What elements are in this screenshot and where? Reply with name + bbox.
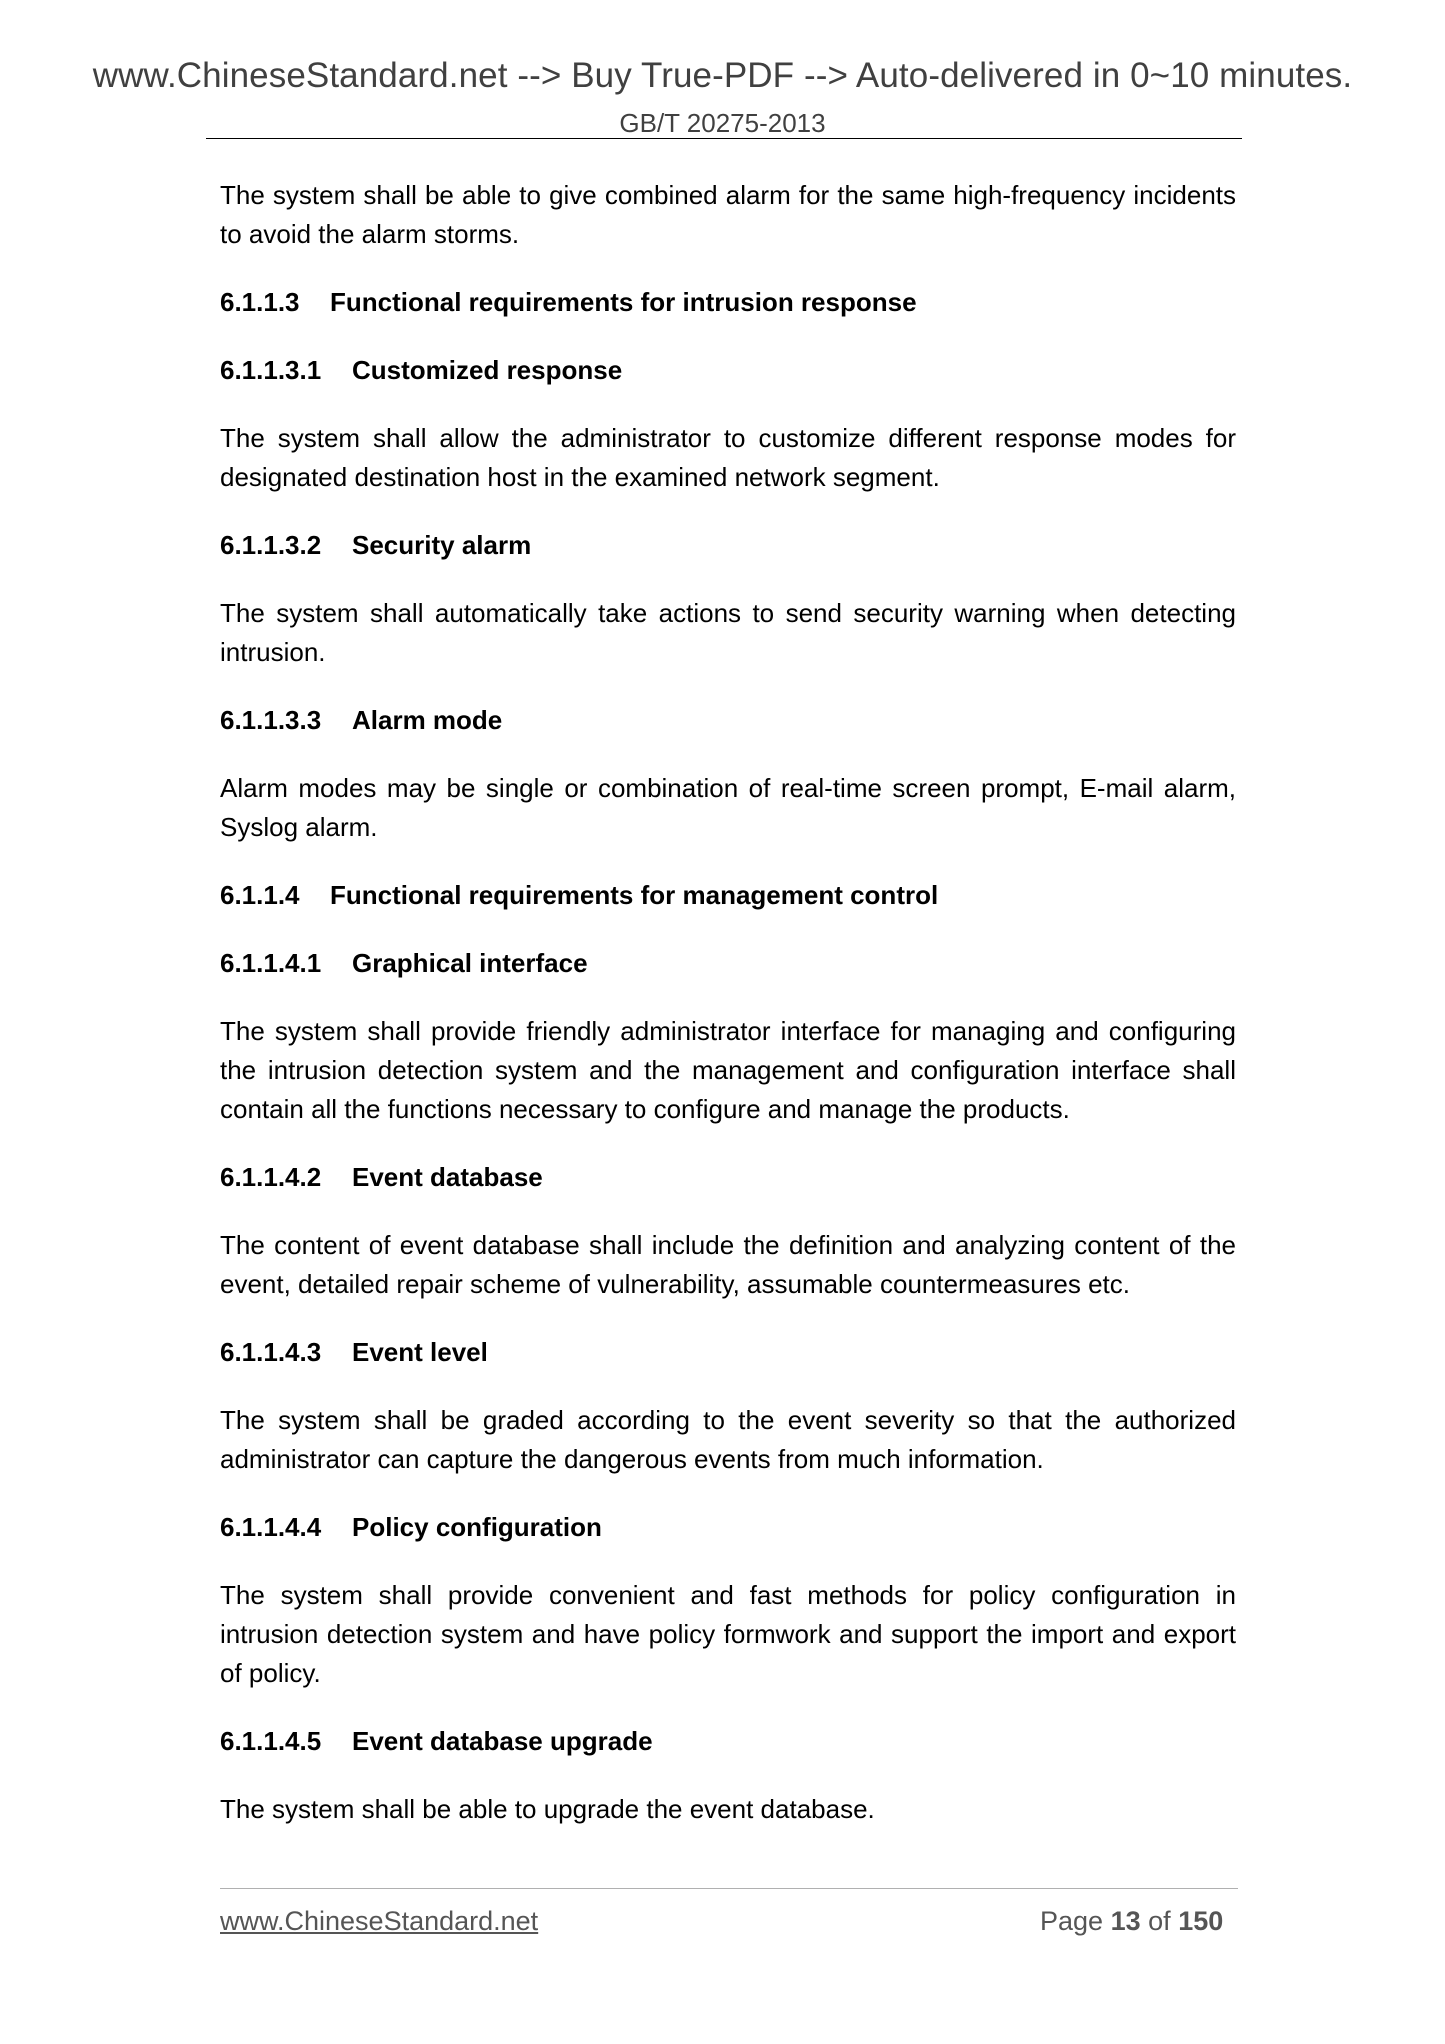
section-heading — [220, 944, 1236, 983]
header-divider — [206, 138, 1242, 139]
section-title: Event database — [352, 1162, 543, 1192]
section-number: 6.1.1.4 — [220, 880, 300, 910]
paragraph: The system shall provide convenient and fast methods for policy configuration in intrusion detection system and have policy formwork and support the import and export of policy. — [220, 1580, 1236, 1688]
paragraph: The system shall be able to upgrade the event database. — [220, 1794, 875, 1824]
section-heading — [220, 1508, 1236, 1547]
section-number: 6.1.1.4.3 — [220, 1337, 322, 1367]
section-heading — [220, 701, 1236, 740]
section-number: 6.1.1.3.1 — [220, 355, 322, 385]
document-id: GB/T 20275-2013 — [619, 108, 826, 138]
section-title: Event database upgrade — [352, 1726, 653, 1756]
paragraph: The system shall provide friendly administrator interface for managing and configuring the intrusion detection system and the management and configuration interface shall contain all the functions necessary to configure and manage the products. — [220, 1016, 1236, 1124]
header-banner: www.ChineseStandard.net --> Buy True-PDF --> Auto-delivered in 0~10 minutes. — [92, 56, 1353, 95]
section-number: 6.1.1.3 — [220, 287, 300, 317]
section-title: Functional requirements for intrusion response — [330, 287, 917, 317]
section-title: Graphical interface — [352, 948, 588, 978]
section-heading — [220, 1158, 1236, 1197]
section-heading — [220, 526, 1236, 565]
document-body — [220, 176, 1236, 1858]
total-page-count: 150 — [1178, 1906, 1224, 1936]
section-title: Security alarm — [352, 530, 532, 560]
section-title: Policy configuration — [352, 1512, 602, 1542]
footer-website-link[interactable]: www.ChineseStandard.net — [220, 1906, 539, 1936]
section-title: Customized response — [352, 355, 623, 385]
paragraph: The content of event database shall include the definition and analyzing content of the event, detailed repair scheme of vulnerability, assumable countermeasures etc. — [220, 1230, 1236, 1299]
section-heading — [220, 351, 1236, 390]
of-word: of — [1148, 1906, 1171, 1936]
section-number: 6.1.1.4.2 — [220, 1162, 322, 1192]
current-page-number: 13 — [1110, 1906, 1141, 1936]
section-number: 6.1.1.4.1 — [220, 948, 322, 978]
paragraph: The system shall be graded according to the event severity so that the authorized administrator can capture the dangerous events from much information. — [220, 1405, 1236, 1474]
section-number: 6.1.1.4.5 — [220, 1726, 322, 1756]
section-title: Functional requirements for management control — [330, 880, 939, 910]
section-heading — [220, 1722, 1236, 1761]
section-title: Event level — [352, 1337, 488, 1367]
section-heading — [220, 876, 1236, 915]
paragraph: The system shall automatically take actions to send security warning when detecting intrusion. — [220, 598, 1236, 667]
section-heading — [220, 283, 1236, 322]
page-counter — [1040, 1906, 1223, 1937]
section-number: 6.1.1.3.2 — [220, 530, 322, 560]
paragraph: The system shall be able to give combined alarm for the same high-frequency incidents to avoid the alarm storms. — [220, 180, 1236, 249]
section-heading — [220, 1333, 1236, 1372]
paragraph: Alarm modes may be single or combination of real-time screen prompt, E-mail alarm, Syslog alarm. — [220, 773, 1236, 842]
footer-divider — [220, 1888, 1238, 1889]
page-word: Page — [1040, 1906, 1104, 1936]
section-title: Alarm mode — [352, 705, 503, 735]
paragraph: The system shall allow the administrator to customize different response modes for designated destination host in the examined network segment. — [220, 423, 1236, 492]
section-number: 6.1.1.3.3 — [220, 705, 322, 735]
section-number: 6.1.1.4.4 — [220, 1512, 322, 1542]
